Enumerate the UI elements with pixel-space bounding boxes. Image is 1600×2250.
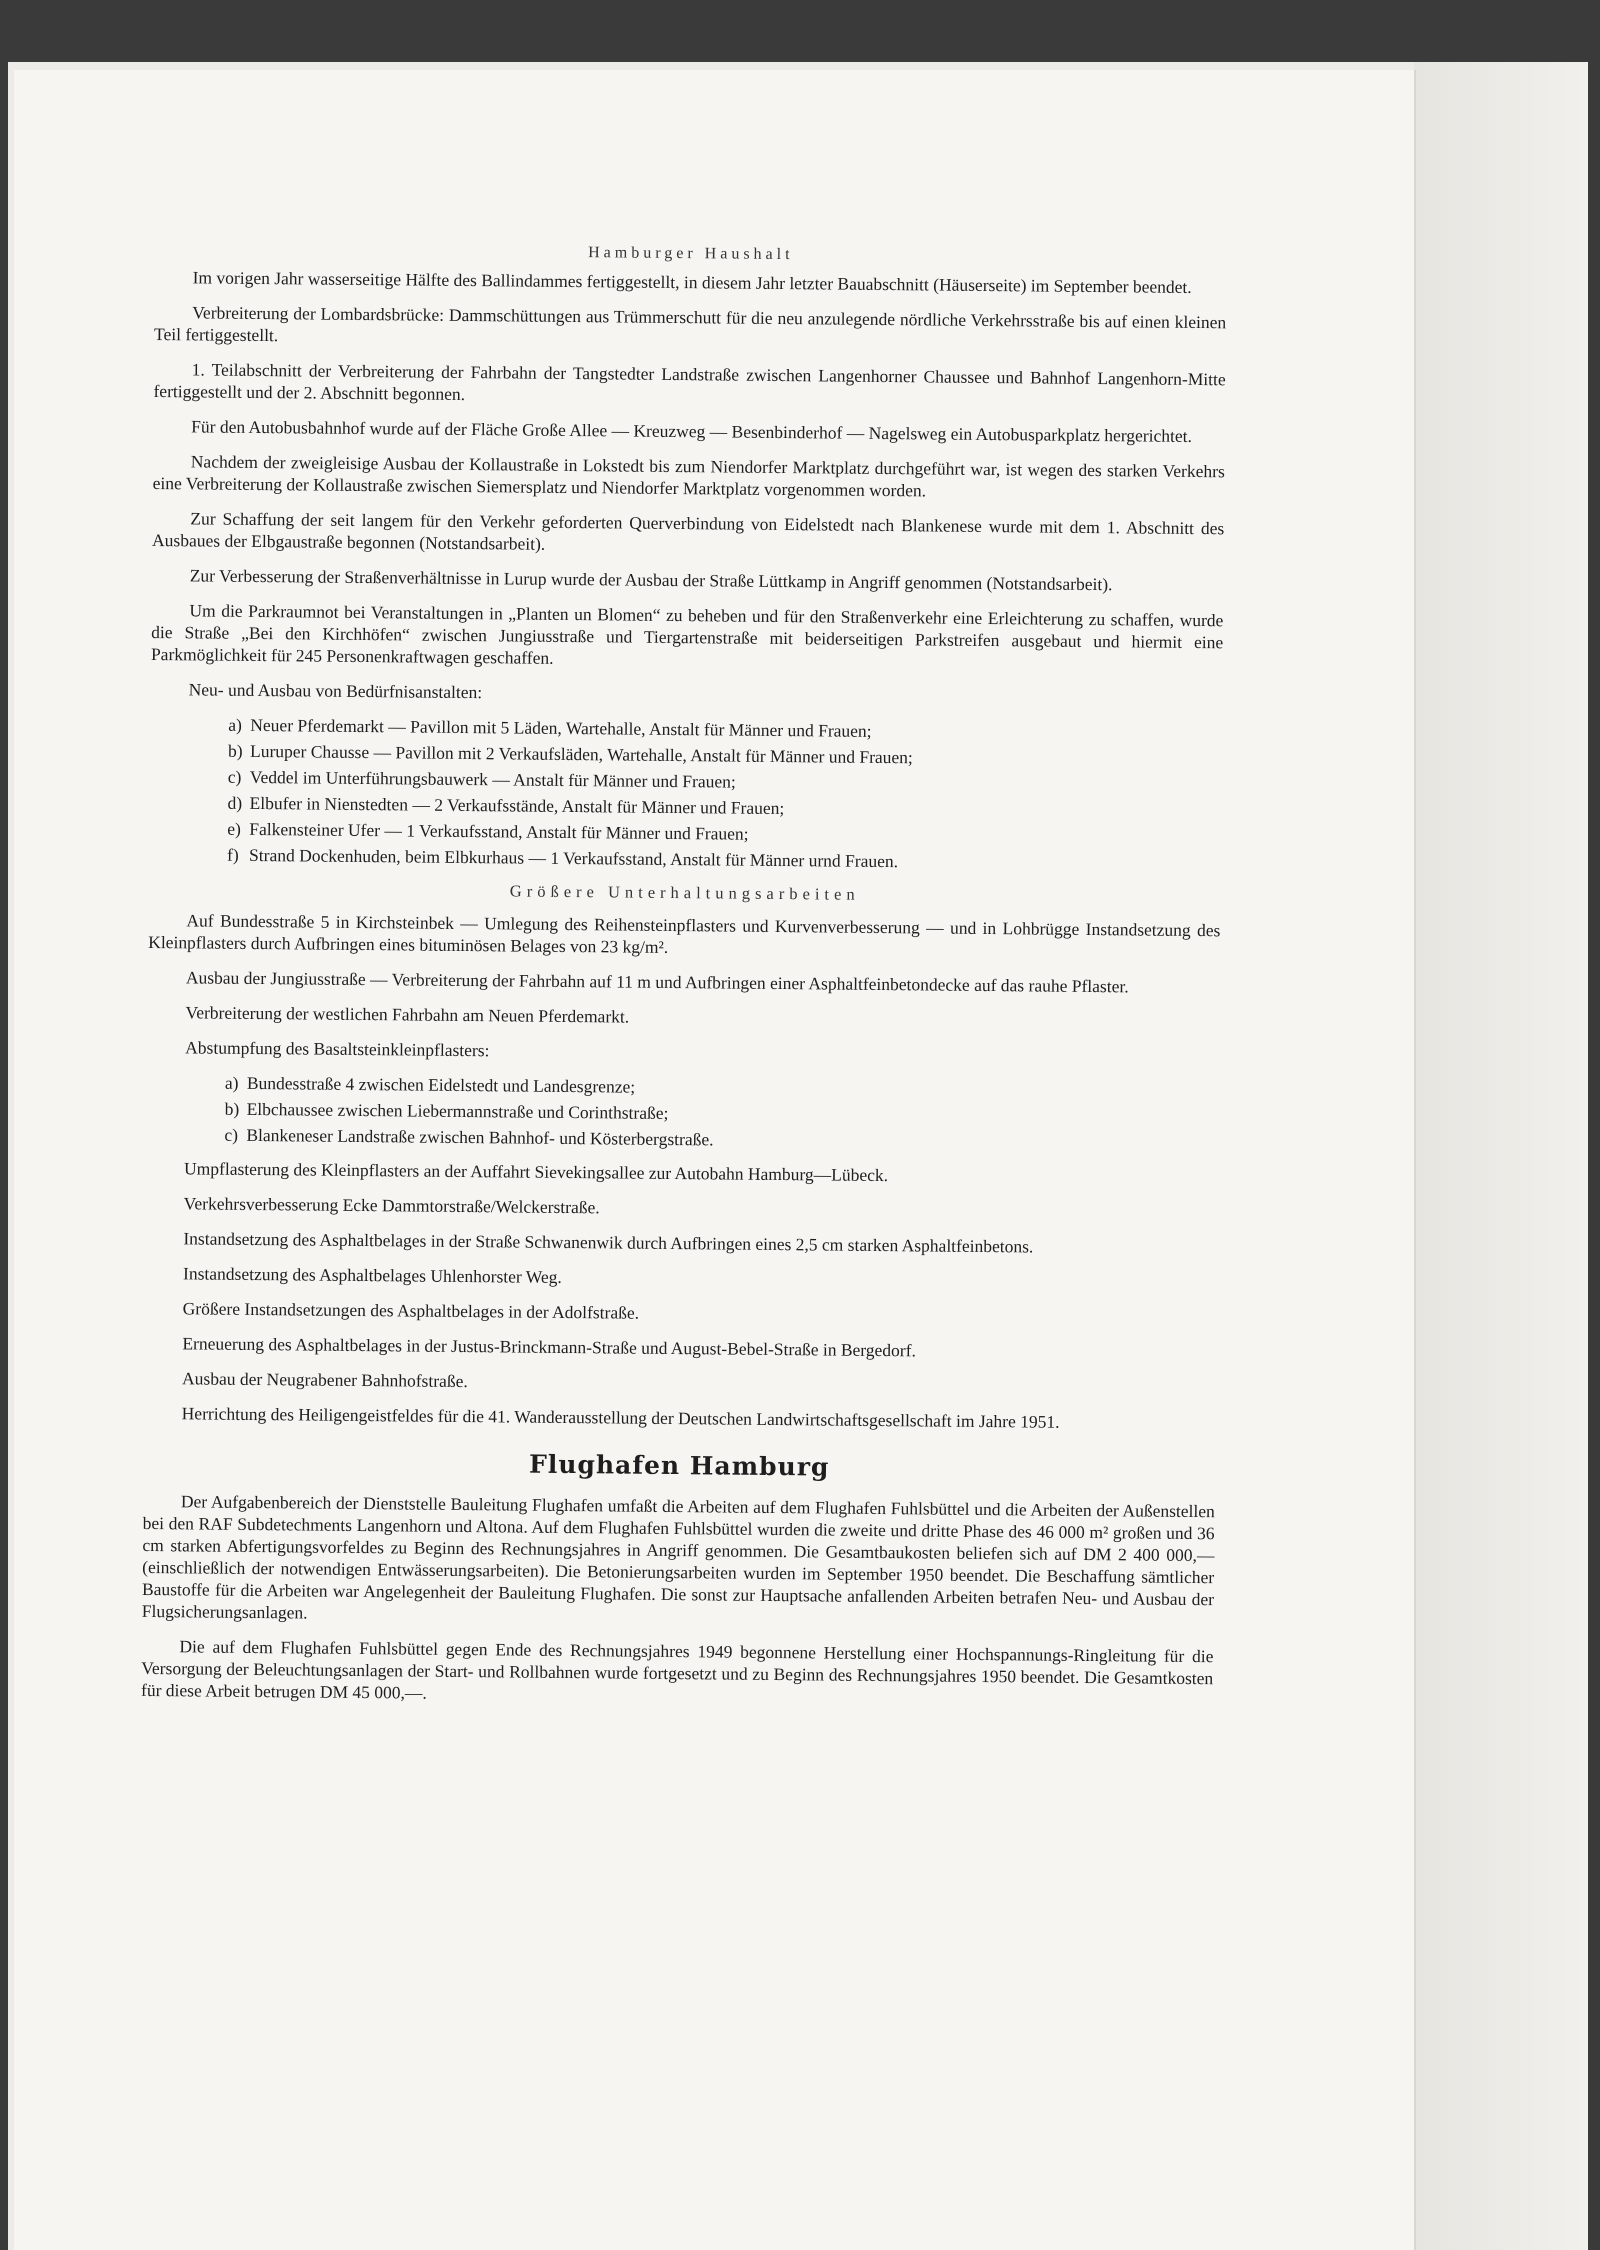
list-intro: Abstumpfung des Basaltsteinkleinpflasters: [185, 1037, 490, 1061]
paragraph: Nachdem der zweigleisige Ausbau der Kollaustraße in Lokstedt bis zum Niendorfer Marktplatz durchgeführt war, ist wegen des starken Verkehrs eine Verbreiterung der Kollaustraße zwischen Siemersplatz und Niendorfer Marktplatz vorgenommen worden. [152, 451, 1225, 501]
list-item [224, 1124, 1218, 1156]
paragraph: Der Aufgabenbereich der Dienststelle Bauleitung Flughafen umfaßt die Arbeiten auf dem Flughafen Fuhlsbüttel und die Arbeiten der Außenstellen bei den RAF Subdetechments Langenhorn und Altona. Auf dem Flughafen Fuhlsbüttel wurden die zweite und dritte Phase des 46 000 m² großen und 36 cm starken Abfertigungsvorfeldes zu Beginn des Rechnungsjahres in Angriff genommen. Die Gesamtbaukosten beliefen sich auf DM 2 400 000,— (einschließlich der notwendigen Entwässerungsarbeiten). Die Betonierungsarbeiten wurden im September 1950 beendet. Die Beschaffung sämtlicher Baustoffe für die Arbeiten war Angelegenheit der Bauleitung Flughafen. Die sonst zur Hauptsache anfallenden Arbeiten betrafen Neu- und Ausbau der Flugsicherungsanlagen. [141, 1491, 1215, 1623]
chapter-title: Flughafen Hamburg [528, 1449, 830, 1482]
list-label: e) [227, 818, 242, 839]
paragraph: Für den Autobusbahnhof wurde auf der Fläche Große Allee — Kreuzweg — Besenbinderhof — Nagelsweg ein Autobusparkplatz hergerichtet. [191, 416, 1193, 446]
list-label: b) [227, 740, 243, 761]
page-edge-shade [1414, 62, 1588, 2250]
list-text: Blankeneser Landstraße zwischen Bahnhof- und Kösterbergstraße. [246, 1124, 714, 1150]
list-label: b) [224, 1098, 240, 1119]
list-item [227, 844, 1221, 876]
paragraph: 1. Teilabschnitt der Verbreiterung der Fahrbahn der Tangstedter Landstraße zwischen Langenhorner Chaussee und Bahnhof Langenhorn-Mitte fertiggestellt und der 2. Abschnitt begonnen. [153, 359, 1226, 404]
list-text: Neuer Pferdemarkt — Pavillon mit 5 Läden, Wartehalle, Anstalt für Männer und Frauen; [250, 714, 872, 741]
list-label: d) [227, 792, 243, 813]
list-text: Elbchaussee zwischen Liebermannstraße und Corinthstraße; [246, 1098, 669, 1123]
paragraph: Verbreiterung der Lombardsbrücke: Dammschüttungen aus Trümmerschutt für die neu anzulegende nördliche Verkehrsstraße bis auf einen kleinen Teil fertiggestellt. [153, 302, 1227, 346]
paragraph: Verbreiterung der westlichen Fahrbahn am Neuen Pferdemarkt. [185, 1002, 630, 1027]
list-label: f) [226, 844, 239, 865]
list-text: Falkensteiner Ufer — 1 Verkaufsstand, Anstalt für Männer und Frauen; [249, 818, 749, 844]
paragraph: Zur Schaffung der seit langem für den Verkehr geforderten Querverbindung von Eidelstedt nach Blankenese wurde mit dem 1. Abschnitt des Ausbaues der Elbgaustraße begonnen (Notstandsarbeit). [152, 508, 1225, 554]
paragraph: Ausbau der Jungiusstraße — Verbreiterung der Fahrbahn auf 11 m und Aufbringen einer Asphaltfeinbetondecke auf das rauhe Pflaster. [185, 967, 1129, 997]
paragraph: Ausbau der Neugrabener Bahnhofstraße. [181, 1368, 468, 1392]
list-label: c) [227, 766, 242, 787]
list-label: a) [228, 714, 243, 735]
paragraph: Die auf dem Flughafen Fuhlsbüttel gegen Ende des Rechnungsjahres 1949 begonnene Herstellung einer Hochspannungs-Ringleitung für die Versorgung der Beleuchtungsanlagen der Start- und Rollbahnen wurde fortgesetzt und zu Beginn des Rechnungsjahres 1950 beendet. Die Gesamtkosten für diese Arbeit betrugen DM 45 000,—. [140, 1636, 1214, 1703]
paragraph: Auf Bundesstraße 5 in Kirchsteinbek — Umlegung des Reihensteinpflasters und Kurvenverbesserung — und in Lohbrügge Instandsetzung des Kleinpflasters durch Aufbringen eines bituminösen Belages von 23 kg/m². [148, 910, 1221, 957]
paragraph: Herrichtung des Heiligengeistfeldes für die 41. Wanderausstellung der Deutschen Landwirtschaftsgesellschaft im Jahre 1951. [181, 1403, 1060, 1432]
list-text: Veddel im Unterführungsbauwerk — Anstalt für Männer und Frauen; [249, 766, 736, 792]
list-text: Bundesstraße 4 zwischen Eidelstedt und Landesgrenze; [246, 1072, 636, 1097]
paragraph: Erneuerung des Asphaltbelages in der Justus-Brinckmann-Straße und August-Bebel-Straße in Bergedorf. [182, 1333, 917, 1361]
paragraph: Instandsetzung des Asphaltbelages Uhlenhorster Weg. [182, 1263, 562, 1287]
paragraph: Verkehrsverbesserung Ecke Dammtorstraße/Welckerstraße. [183, 1193, 600, 1218]
facilities-list [149, 713, 1222, 875]
section-heading: Größere Unterhaltungsarbeiten [509, 881, 860, 904]
page-content [141, 238, 1227, 1724]
running-head: Hamburger Haushalt [588, 244, 794, 264]
list-text: Strand Dockenhuden, beim Elbkurhaus — 1 Verkaufsstand, Anstalt für Männer urnd Frauen. [248, 844, 899, 872]
paragraph: Zur Verbesserung der Straßenverhältnisse in Lurup wurde der Ausbau der Straße Lüttkamp in Angriff genommen (Notstandsarbeit). [189, 565, 1113, 595]
paragraph: Um die Parkraumnot bei Veranstaltungen in „Planten un Blomen“ zu beheben und für den Straßenverkehr eine Erleichterung zu schaffen, wurde die Straße „Bei den Kirchhöfen“ zwischen Jungiusstraße und Tiergartenstraße mit beiderseitigen Parkstreifen ausgebaut und hiermit eine Parkmöglichkeit für 245 Personenkraftwagen geschaffen. [150, 600, 1224, 668]
list-intro: Neu- und Ausbau von Bedürfnisanstalten: [188, 679, 483, 703]
paragraph: Umpflasterung des Kleinpflasters an der Auffahrt Sievekingsallee zur Autobahn Hamburg—Lübeck. [183, 1158, 889, 1186]
pavement-list [146, 1071, 1219, 1155]
list-text: Elbufer in Nienstedten — 2 Verkaufsstände, Anstalt für Männer und Frauen; [249, 792, 785, 819]
list-label: a) [224, 1072, 239, 1093]
list-label: c) [224, 1124, 239, 1145]
paragraph: Instandsetzung des Asphaltbelages in der Straße Schwanenwik durch Aufbringen eines 2,5 cm starken Asphaltfeinbetons. [183, 1228, 1034, 1257]
paragraph: Größere Instandsetzungen des Asphaltbelages in der Adolfstraße. [182, 1298, 640, 1323]
list-text: Luruper Chausse — Pavillon mit 2 Verkaufsläden, Wartehalle, Anstalt für Männer und Frauen; [249, 740, 913, 768]
paragraph: Im vorigen Jahr wasserseitige Hälfte des Ballindammes fertiggestellt, in diesem Jahr letzter Bauabschnitt (Häuserseite) im September beendet. [192, 267, 1192, 297]
